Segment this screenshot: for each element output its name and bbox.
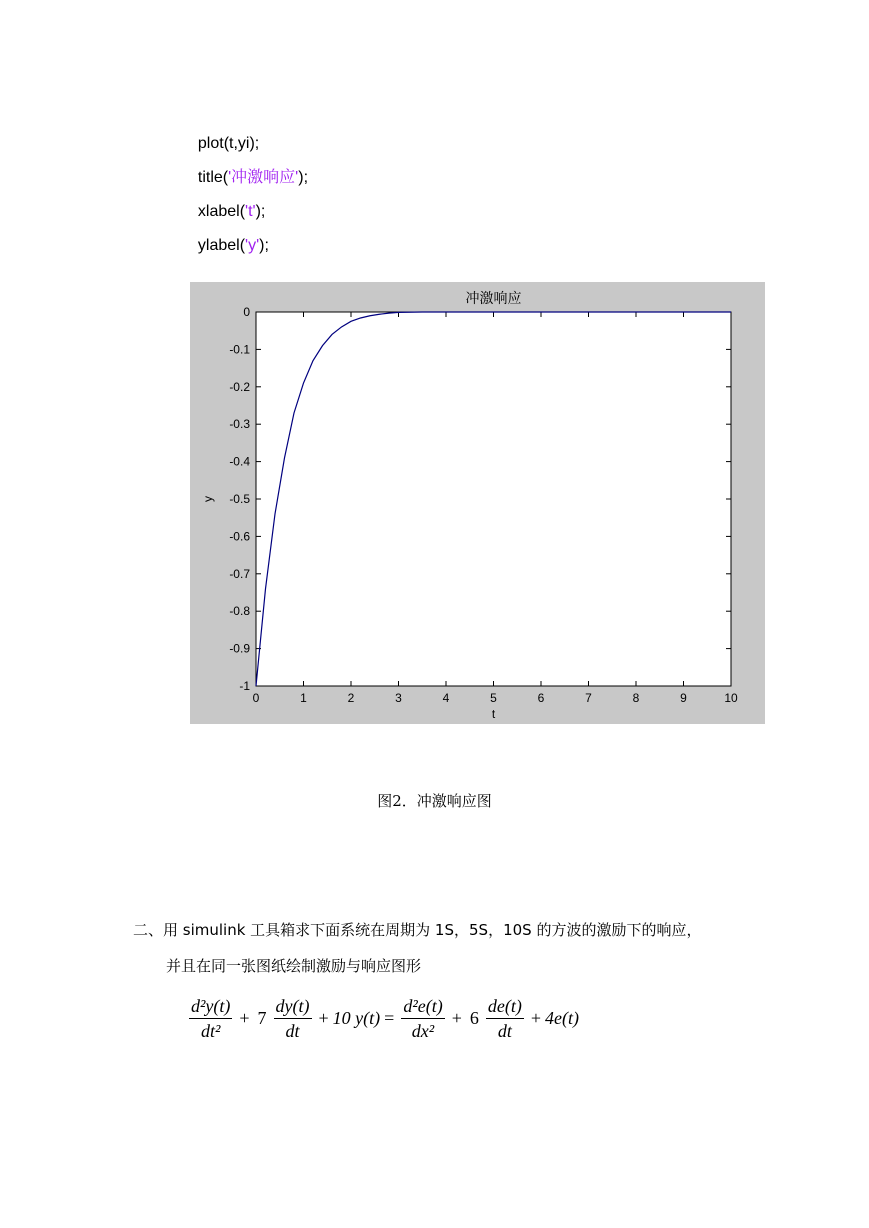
y-tick-label: -0.9 bbox=[229, 641, 250, 656]
operator: + bbox=[239, 1007, 250, 1028]
chart-title: 冲激响应 bbox=[465, 291, 522, 307]
x-tick-label: 7 bbox=[585, 691, 592, 705]
coefficient: 6 bbox=[469, 1007, 479, 1028]
fraction bbox=[189, 996, 232, 1041]
code-string: '冲激响应' bbox=[228, 169, 299, 186]
x-tick-label: 8 bbox=[632, 691, 640, 705]
code-text: ); bbox=[298, 169, 309, 186]
fraction-denominator: dt² bbox=[200, 1020, 221, 1041]
y-tick-label: -0.5 bbox=[229, 492, 250, 506]
code-text: title( bbox=[197, 169, 229, 186]
figure-caption: 图2．冲激响应图 bbox=[377, 792, 492, 810]
problem-line-1: 二、用 simulink 工具箱求下面系统在周期为 1S，5S，10S 的方波的激励下的响应， bbox=[133, 921, 702, 939]
problem-line-2: 并且在同一张图纸绘制激励与响应图形 bbox=[166, 957, 422, 975]
chart-canvas bbox=[190, 282, 765, 724]
fraction-numerator: d²y(t) bbox=[189, 996, 232, 1019]
operator: + bbox=[318, 1007, 329, 1028]
code-string: 't' bbox=[245, 203, 256, 220]
y-tick-label: -0.7 bbox=[229, 566, 250, 581]
operator: + bbox=[530, 1007, 541, 1028]
code-string: 'y' bbox=[245, 237, 260, 254]
code-line-ylabel bbox=[189, 216, 269, 256]
term: 4e(t) bbox=[544, 1007, 579, 1028]
x-tick-label: 6 bbox=[537, 691, 545, 705]
fraction-denominator: dt bbox=[497, 1020, 512, 1041]
fraction bbox=[274, 996, 312, 1041]
code-text: ); bbox=[259, 237, 269, 254]
x-tick-label: 4 bbox=[442, 691, 450, 705]
differential-equation bbox=[186, 990, 579, 1046]
y-tick-label: -0.3 bbox=[229, 417, 250, 432]
y-tick-label: 0 bbox=[243, 305, 250, 319]
impulse-response-figure bbox=[190, 282, 765, 724]
x-tick-label: 2 bbox=[347, 691, 355, 705]
x-tick-label: 10 bbox=[724, 691, 738, 705]
code-text: xlabel( bbox=[197, 203, 246, 220]
x-axis-label: t bbox=[491, 707, 496, 721]
plot-area bbox=[256, 312, 731, 686]
fraction-numerator: dy(t) bbox=[274, 996, 312, 1019]
y-tick-label: -0.4 bbox=[229, 454, 250, 469]
fraction-denominator: dx² bbox=[411, 1020, 435, 1041]
x-tick-label: 1 bbox=[300, 691, 307, 705]
code-text: ); bbox=[255, 203, 266, 220]
fraction-numerator: d²e(t) bbox=[401, 996, 444, 1019]
fraction bbox=[401, 996, 444, 1041]
y-tick-label: -0.2 bbox=[229, 379, 250, 394]
code-text: ylabel( bbox=[197, 237, 246, 254]
term: 10 y(t) bbox=[332, 1007, 381, 1028]
fraction bbox=[486, 996, 524, 1041]
operator: = bbox=[384, 1007, 395, 1028]
y-tick-label: -0.6 bbox=[229, 529, 250, 544]
fraction-numerator: de(t) bbox=[486, 996, 524, 1019]
y-tick-label: -0.1 bbox=[229, 342, 250, 357]
x-tick-label: 3 bbox=[395, 691, 402, 705]
coefficient: 7 bbox=[257, 1007, 267, 1028]
y-tick-label: -1 bbox=[239, 679, 250, 693]
x-tick-label: 5 bbox=[490, 691, 497, 705]
fraction-denominator: dt bbox=[285, 1020, 300, 1041]
x-tick-label: 0 bbox=[252, 691, 260, 705]
code-text: plot(t,yi); bbox=[197, 135, 260, 152]
y-axis-label: y bbox=[201, 496, 215, 502]
operator: + bbox=[451, 1007, 462, 1028]
y-tick-label: -0.8 bbox=[229, 604, 250, 619]
x-tick-label: 9 bbox=[680, 691, 687, 705]
